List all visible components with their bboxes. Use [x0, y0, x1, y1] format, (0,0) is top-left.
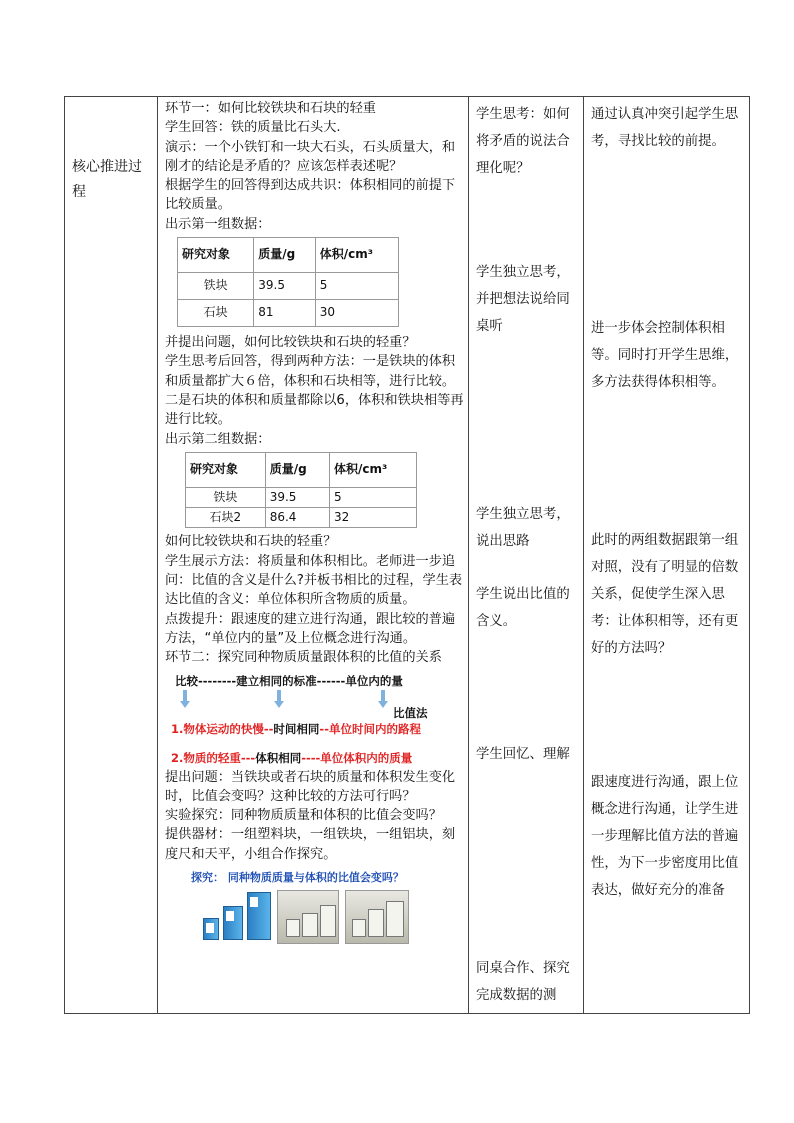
text-line: 根据学生的回答得到达成共识：体积相同的前提下比较质量。: [165, 178, 456, 213]
text-line: 环节一：如何比较铁块和石块的轻重: [165, 101, 376, 116]
intent-note: 进一步体会控制体积相等。同时打开学生思维，多方法获得体积相等。: [591, 321, 739, 390]
process-cell: [158, 97, 468, 1013]
table-row: [186, 487, 417, 507]
text-line: 点拨提升：跟速度的建立进行沟通，跟比较的普遍方法，“单位内的量”及上位概念进行沟通。: [165, 611, 456, 646]
text-line: 实验探究：同种物质质量和体积的比值会变吗？: [165, 808, 442, 824]
activity-note: 学生独立思考，并把想法说给同桌听: [476, 265, 570, 334]
experiment-image: [167, 868, 457, 944]
table-header: 质量/g: [254, 238, 315, 273]
data-table-2: [185, 452, 417, 529]
row-label: 核心推进过程: [72, 159, 142, 200]
text-line: 演示：一个小铁钉和一块大石头，石头质量大，和刚才的结论是矛盾的？应该怎样表述呢？: [165, 139, 456, 174]
down-arrow-icon: [275, 690, 283, 708]
table-cell: 5: [315, 273, 398, 300]
intent-note: 跟速度进行沟通，跟上位概念进行沟通，让学生进一步理解比值方法的普遍性，为下一步密度用比值表达，做好充分的准备: [591, 775, 739, 898]
text-line: 出示第二组数据：: [165, 431, 271, 447]
plastic-block-icon: [247, 892, 271, 940]
down-arrow-icon: [379, 690, 387, 708]
diagram-text: 2.物质的轻重---: [171, 750, 256, 765]
table-cell: 39.5: [254, 273, 315, 300]
text-line: 出示第一组数据：: [165, 216, 271, 232]
diagram-header: 比较--------建立相同的标准------单位内的量: [175, 673, 403, 688]
table-header: 研究对象: [178, 238, 254, 273]
diagram-row-mass: [171, 749, 412, 768]
table-cell: 81: [254, 300, 315, 327]
table-row: [178, 273, 399, 300]
student-activity-cell: [469, 97, 583, 1013]
table-cell: 32: [329, 508, 416, 528]
activity-note: 学生独立思考，说出思路: [476, 507, 570, 549]
table-header: 体积/cm³: [315, 238, 398, 273]
aluminum-blocks-photo: [345, 890, 409, 944]
design-intent-cell: [584, 97, 750, 1013]
down-arrow-icon: [181, 690, 189, 708]
ratio-method-label: 比值法: [393, 705, 428, 720]
text-line: 提出问题：当铁块或者石块的质量和体积发生变化时，比值会变吗？这种比较的方法可行吗？: [165, 769, 456, 804]
table-row: [186, 508, 417, 528]
table-cell: 铁块: [186, 487, 266, 507]
table-cell: 石块2: [186, 508, 266, 528]
activity-note: 学生思考：如何将矛盾的说法合理化呢？: [476, 107, 570, 176]
text-line: 学生展示方法：将质量和体积相比。老师进一步追问：比值的含义是什么?并板书相比的过程，学生表达比值的含义：单位体积所含物质的质量。: [165, 553, 463, 608]
diagram-text: 体积相同: [255, 750, 302, 765]
ratio-method-diagram: [167, 670, 455, 766]
text-line: 环节二：探究同种物质质量跟体积的比值的关系: [165, 650, 442, 666]
table-cell: 石块: [178, 300, 254, 327]
table-cell: 39.5: [265, 487, 329, 507]
plastic-block-icon: [223, 906, 243, 940]
experiment-title: 探究： 同种物质质量与体积的比值会变吗？: [191, 871, 404, 885]
diagram-text: --单位时间内的路程: [319, 721, 421, 736]
text-line: 并提出问题，如何比较铁块和石块的轻重？: [165, 335, 416, 351]
table-header: 体积/cm³: [329, 452, 416, 487]
diagram-text: 时间相同: [273, 721, 320, 736]
table-cell: 铁块: [178, 273, 254, 300]
activity-note: 学生说出比值的含义。: [476, 587, 570, 629]
diagram-row-speed: [171, 720, 421, 739]
diagram-text: ----单位体积内的质量: [301, 750, 413, 765]
text-line: 学生思考后回答，得到两种方法：一是铁块的体积和质量都扩大６倍，体积和石块相等，进行比较。二是石块的体积和质量都除以6，体积和铁块相等再进行比较。: [165, 354, 464, 428]
table-cell: 30: [315, 300, 398, 327]
lesson-table: [64, 96, 750, 1014]
intent-note: 通过认真冲突引起学生思考，寻找比较的前提。: [591, 107, 739, 149]
table-header: 质量/g: [265, 452, 329, 487]
plastic-block-icon: [203, 918, 219, 940]
text-line: 如何比较铁块和石块的轻重？: [165, 534, 337, 550]
table-header: 研究对象: [186, 452, 266, 487]
row-label-cell: [65, 97, 157, 1013]
diagram-text: 1.物体运动的快慢--: [171, 721, 274, 736]
iron-blocks-photo: [277, 890, 339, 944]
activity-note: 同桌合作、探究完成数据的测: [476, 961, 570, 1003]
activity-note: 学生回忆、理解: [476, 747, 570, 762]
table-cell: 5: [329, 487, 416, 507]
table-row: [178, 300, 399, 327]
intent-note: 此时的两组数据跟第一组对照，没有了明显的倍数关系，促使学生深入思考：让体积相等，还有更好的方法吗？: [591, 533, 739, 656]
text-line: 学生回答：铁的质量比石头大.: [165, 120, 341, 136]
data-table-1: [177, 237, 399, 327]
text-line: 提供器材：一组塑料块，一组铁块，一组铝块，刻度尺和天平，小组合作探究。: [165, 827, 456, 862]
table-cell: 86.4: [265, 508, 329, 528]
